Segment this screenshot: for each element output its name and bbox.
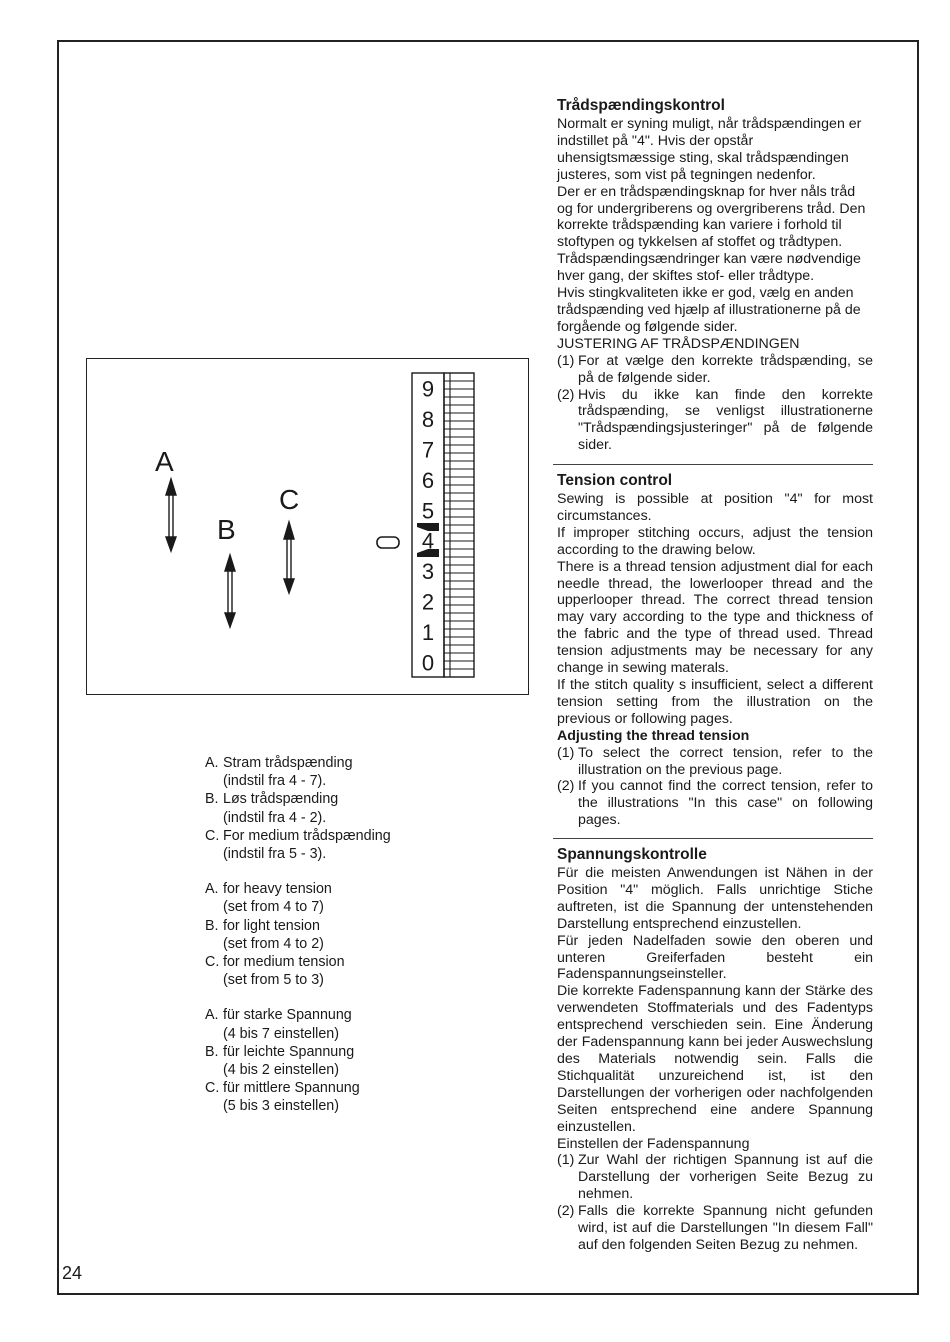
english-subheading: Adjusting the thread tension	[557, 727, 750, 744]
dial-number-0: 0	[421, 650, 435, 676]
diagram-drawing	[87, 359, 530, 696]
dial-number-2: 2	[421, 589, 435, 615]
diagram-legend	[205, 754, 505, 1133]
legend-item: A. for heavy tension (set from 4 to 7)	[205, 881, 332, 916]
label-a: A	[155, 446, 174, 477]
english-title: Tension control	[557, 472, 673, 489]
step-item: (2) Hvis du ikke kan finde den korrekte trådspænding, se venligst illustrationerne "Trådspændingsjusteringer" på de følgende sider.	[557, 386, 873, 454]
arrow-a-icon	[166, 479, 176, 551]
paragraph: Der er en trådspændingsknap for hver nåls tråd og for undergriberens og overgriberens tråd. Den korrekte trådspænding kan variere i forhold til stoftypen og tykkelsen af stoffet og trådtypen. Trådspændingsændringer kan være nødvendige hver gang, der skiftes stof- eller trådtype.	[557, 183, 866, 285]
legend-item: B. für leichte Spannung (4 bis 2 einstellen)	[205, 1043, 355, 1079]
page-number: 24	[62, 1263, 83, 1283]
dial-number-1: 1	[421, 619, 435, 645]
paragraph: Sewing is possible at position "4" for most circumstances.	[557, 491, 873, 524]
legend-item: C. for medium tension (set from 5 to 3)	[205, 954, 345, 989]
step-item: (2) Falls die korrekte Spannung nicht gefunden wird, ist auf die Darstellungen "In diesem Fall" auf den folgenden Seiten Bezug zu nehmen.	[557, 1203, 873, 1253]
dial-number-6: 6	[421, 467, 435, 493]
legend-german	[205, 1006, 505, 1115]
step-item: (1) To select the correct tension, refer to the illustration on the previous page.	[557, 744, 873, 778]
legend-item: C. für mittlere Spannung (5 bis 3 einstellen)	[205, 1080, 360, 1115]
paragraph: Hvis stingkvaliteten ikke er god, vælg en anden trådspænding ved hjælp af illustrationerne på de forgående og følgende sider.	[557, 285, 861, 335]
paragraph: If improper stitching occurs, adjust the tension according to the drawing below.	[557, 524, 873, 558]
label-b: B	[217, 514, 236, 545]
legend-item: A. Stram trådspænding (indstil fra 4 - 7).	[205, 755, 353, 790]
step-item: (2) If you cannot find the correct tension, refer to the illustrations "In this case" on following pages.	[557, 778, 873, 829]
dial-number-7: 7	[421, 437, 435, 463]
paragraph: There is a thread tension adjustment dial for each needle thread, the lowerlooper thread and the upperlooper thread. The correct thread tension may vary according to the type and thickness of the fabric and the type of thread used. Thread tension adjustments may be necessary for any change in sewing materals.	[557, 558, 873, 677]
step-item: (1) For at vælge den korrekte trådspænding, se på de følgende sider.	[557, 352, 873, 386]
section-divider	[553, 464, 873, 465]
dial-number-8: 8	[421, 407, 435, 433]
legend-item: B. Løs trådspænding (indstil fra 4 - 2).	[205, 791, 339, 826]
danish-title: Trådspændingskontrol	[557, 97, 725, 114]
danish-section	[557, 96, 873, 454]
section-divider	[553, 838, 873, 839]
tension-dial-diagram	[86, 358, 529, 695]
danish-subheading: JUSTERING AF TRÅDSPÆNDINGEN	[557, 335, 800, 352]
dial-number-5: 5	[421, 498, 435, 524]
legend-danish	[205, 754, 505, 863]
arrow-c-icon	[284, 522, 294, 593]
german-section	[557, 845, 873, 1254]
english-section	[557, 471, 873, 829]
legend-english	[205, 880, 505, 989]
german-subheading: Einstellen der Fadenspannung	[557, 1135, 750, 1152]
pointer-slot-icon	[377, 537, 399, 548]
paragraph: Normalt er syning muligt, når trådspændingen er indstillet på "4". Hvis der opstår uhensigtsmæssige sting, skal trådspændingen justeres, som vist på tegningen nedenfor.	[557, 116, 862, 183]
arrow-b-icon	[225, 555, 235, 627]
paragraph: Die korrekte Fadenspannung kann der Stärke des verwendeten Stoffmaterials und des Fadentyps entsprechend verschieden sein. Eine Änderung der Fadenspannung kann bei jeder Auswechslung des Materials notwendig sein. Falls die Stichqualität unzureichend ist, ist den Darstellungen der vorherigen oder nachfolgenden Seiten entsprechend eine andere Spannung einzustellen.	[557, 983, 873, 1135]
step-item: (1) Zur Wahl der richtigen Spannung ist auf die Darstellung der vorherigen Seite Bezug zu nehmen.	[557, 1152, 873, 1203]
legend-item: B. for light tension (set from 4 to 2)	[205, 917, 324, 952]
paragraph: Für die meisten Anwendungen ist Nähen in der Position "4" möglich. Falls unrichtige Stiche auftreten, ist die Spannung der untenstehenden Darstellung entsprechend einzustellen.	[557, 865, 873, 932]
legend-item: C. For medium trådspænding (indstil fra 5 - 3).	[205, 827, 391, 863]
dial-number-9: 9	[421, 376, 435, 402]
legend-item: A. für starke Spannung (4 bis 7 einstellen)	[205, 1007, 352, 1042]
dial-number-3: 3	[421, 559, 435, 585]
paragraph: If the stitch quality s insufficient, select a different tension setting from the illustration on the previous or following pages.	[557, 676, 873, 727]
paragraph: Für jeden Nadelfaden sowie den oberen und unteren Greiferfaden besteht ein Fadenspannungseinsteller.	[557, 932, 873, 983]
dial-number-4: 4	[421, 528, 435, 554]
label-c: C	[279, 484, 300, 515]
german-title: Spannungskontrolle	[557, 846, 707, 863]
